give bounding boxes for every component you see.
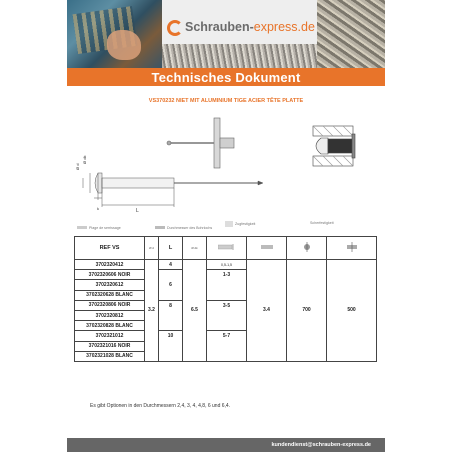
ref-cell: 3702321016 NOIR (75, 341, 145, 351)
grip-cell: 5-7 (207, 331, 247, 362)
footer-email[interactable]: kundendienst@schrauben-express.de (271, 442, 371, 448)
legend-shear-label: Scherfestigkeit (310, 221, 334, 225)
ref-cell: 3702320628 BLANC (75, 290, 145, 300)
banner-title: Technisches Dokument (151, 69, 301, 85)
legend-shear (310, 221, 334, 225)
ref-cell: 3702320606 NOIR (75, 270, 145, 280)
rivet-cross-section (313, 126, 355, 166)
ref-cell: 3702320612 (75, 280, 145, 290)
grip-cell: 0,5-1,5 (207, 260, 247, 270)
label-k: k (97, 206, 99, 211)
screws-photo (317, 0, 385, 68)
label-L: L (136, 208, 139, 214)
header-banner (67, 0, 385, 68)
legend-row (73, 222, 383, 236)
L-cell: 10 (159, 331, 183, 362)
diameter-options-note: Es gibt Optionen in den Durchmessern 2,4, 3, 4, 4,8, 6 und 6,4. (90, 403, 231, 409)
tensile-icon (225, 221, 233, 227)
header-grip (207, 237, 247, 260)
dk-cell: 6.5 (183, 260, 207, 362)
d-cell: 3.2 (145, 260, 159, 362)
label-dk: Ø dk (82, 155, 87, 164)
header-L: L (159, 237, 183, 260)
logo-icon (167, 20, 183, 36)
grip-cell: 1-3 (207, 270, 247, 301)
legend-grip (77, 225, 121, 230)
logo-accent: express.de (253, 20, 315, 34)
grip-range-icon (77, 225, 87, 230)
ref-cell: 3702321012 (75, 331, 145, 341)
ref-cell: 3702320806 NOIR (75, 300, 145, 310)
grip-header-icon (218, 244, 236, 250)
legend-grip-label: Plage de serrissage (89, 225, 121, 230)
rivet-dimension-view (83, 173, 263, 207)
legend-tensile-label: Zugfestigkeit (235, 222, 256, 226)
drill-cell: 3.4 (247, 260, 287, 362)
screws-photo-strip (162, 44, 317, 68)
header-dk: Ø dk (183, 237, 207, 260)
ref-cell: 3702320828 BLANC (75, 321, 145, 331)
table-header-row (75, 237, 377, 260)
shear-cell: 500 (327, 260, 377, 362)
spec-table (74, 236, 377, 362)
legend-drill (155, 225, 212, 230)
header-shear (327, 237, 377, 260)
ref-cell: 3702321028 BLANC (75, 351, 145, 361)
legend-drill-label: Durchmesser des Bohrlochs (167, 225, 213, 230)
rivet-side-view (167, 118, 234, 168)
document-title: VS370232 NIET MIT ALUMINIUM TIGE ACIER TÊTE PLATTE (148, 98, 304, 104)
logo-brand: Schrauben- (185, 20, 254, 34)
header-ref: REF VS (75, 237, 145, 260)
ref-cell: 3702320812 (75, 310, 145, 320)
legend-tensile (225, 221, 255, 227)
tensile-cell: 700 (287, 260, 327, 362)
L-cell: 4 (159, 260, 183, 270)
L-cell: 8 (159, 300, 183, 331)
rivet-drawing (66, 112, 386, 224)
drill-header-icon (261, 244, 273, 250)
footer-bar (67, 438, 385, 452)
header-d: Ø d (145, 237, 159, 260)
grip-cell: 3-5 (207, 300, 247, 331)
L-cell: 6 (159, 270, 183, 301)
header-drill (247, 237, 287, 260)
shear-header-icon (345, 242, 359, 252)
ref-cell: 3702320412 (75, 260, 145, 270)
tensile-header-icon (301, 242, 313, 252)
header-tensile (287, 237, 327, 260)
title-banner (67, 68, 385, 86)
table-row (75, 260, 377, 270)
tools-photo (67, 0, 162, 68)
drill-hole-icon (155, 225, 165, 230)
label-d: Ø d (75, 163, 80, 170)
logo-text (185, 20, 315, 34)
